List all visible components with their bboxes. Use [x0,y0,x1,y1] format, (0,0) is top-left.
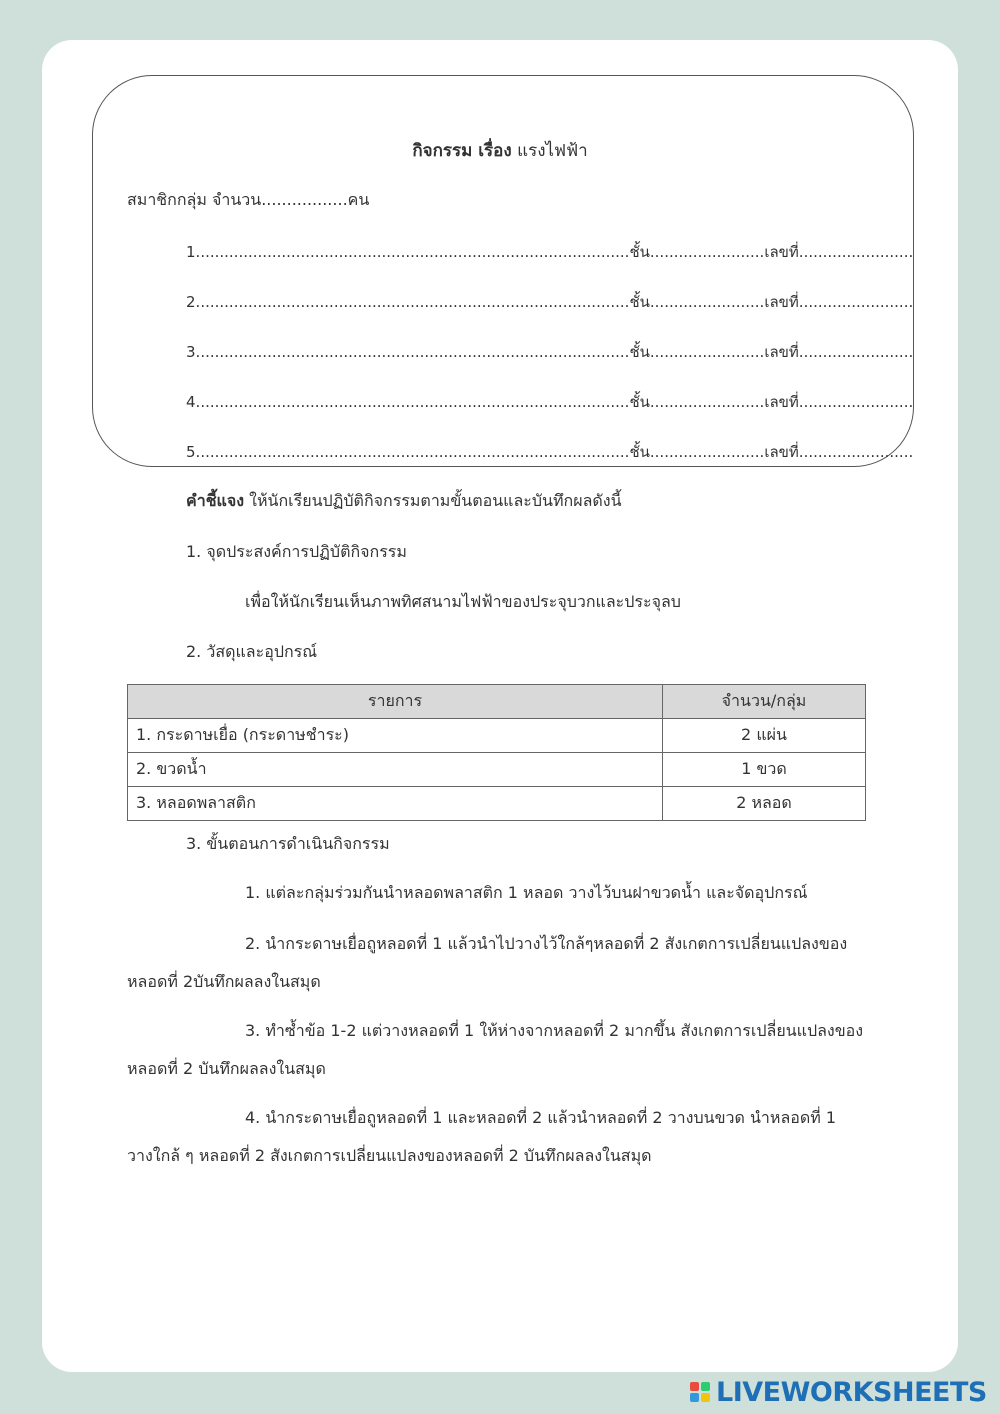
section2-heading: 2. วัสดุและอุปกรณ์ [186,642,318,661]
member-row: 2...........................................................................................ชั้น........................เลขที่........................ [186,293,914,311]
table-row [128,719,866,753]
step-line: 2. นำกระดาษเยื่อถูหลอดที่ 1 แล้วนำไปวางไว้ใกล้ๆหลอดที่ 2 สังเกตการเปลี่ยนแปลงของ [245,934,848,953]
liveworksheets-logo [690,1376,987,1408]
step-line: 3. ทำซ้ำข้อ 1-2 แต่วางหลอดที่ 1 ให้ห่างจากหลอดที่ 2 มากขึ้น สังเกตการเปลี่ยนแปลงของ [245,1021,864,1040]
member-count-line: สมาชิกกลุ่ม จำนวน.................คน [127,190,370,209]
table-cell: 1 ขวด [663,753,866,787]
table-header-row [128,685,866,719]
table-cell: 2 แผ่น [663,719,866,753]
section1-body: เพื่อให้นักเรียนเห็นภาพทิศสนามไฟฟ้าของประจุบวกและประจุลบ [245,592,681,611]
member-row: 5...........................................................................................ชั้น........................เลขที่........................ [186,443,914,461]
instructions: คำชี้แจง ให้นักเรียนปฏิบัติกิจกรรมตามขั้นตอนและบันทึกผลดังนี้ [186,491,622,510]
step-line: หลอดที่ 2 บันทึกผลลงในสมุด [127,1059,326,1078]
table-cell: 3. หลอดพลาสติก [128,787,663,821]
table-header: จำนวน/กลุ่ม [663,685,866,719]
step-line: วางใกล้ ๆ หลอดที่ 2 สังเกตการเปลี่ยนแปลงของหลอดที่ 2 บันทึกผลลงในสมุด [127,1146,652,1165]
brand-name: LIVEWORKSHEETS [716,1376,987,1408]
section1-heading: 1. จุดประสงค์การปฏิบัติกิจกรรม [186,542,407,561]
table-row [128,753,866,787]
activity-title: กิจกรรม เรื่อง แรงไฟฟ้า [412,141,588,161]
step-line: 4. นำกระดาษเยื่อถูหลอดที่ 1 และหลอดที่ 2 แล้วนำหลอดที่ 2 วางบนขวด นำหลอดที่ 1 [245,1108,837,1127]
table-cell: 2 หลอด [663,787,866,821]
member-row: 4...........................................................................................ชั้น........................เลขที่........................ [186,393,914,411]
table-row [128,787,866,821]
member-row: 3...........................................................................................ชั้น........................เลขที่........................ [186,343,914,361]
table-cell: 2. ขวดน้ำ [128,753,663,787]
step-line: หลอดที่ 2บันทึกผลลงในสมุด [127,972,321,991]
materials-table [127,684,866,821]
table-header: รายการ [128,685,663,719]
step-line: 1. แต่ละกลุ่มร่วมกันนำหลอดพลาสติก 1 หลอด วางไว้บนฝาขวดน้ำ และจัดอุปกรณ์ [245,883,808,902]
logo-icon [690,1382,710,1402]
member-row: 1...........................................................................................ชั้น........................เลขที่........................ [186,243,914,261]
section3-heading: 3. ขั้นตอนการดำเนินกิจกรรม [186,834,390,853]
table-cell: 1. กระดาษเยื่อ (กระดาษชำระ) [128,719,663,753]
